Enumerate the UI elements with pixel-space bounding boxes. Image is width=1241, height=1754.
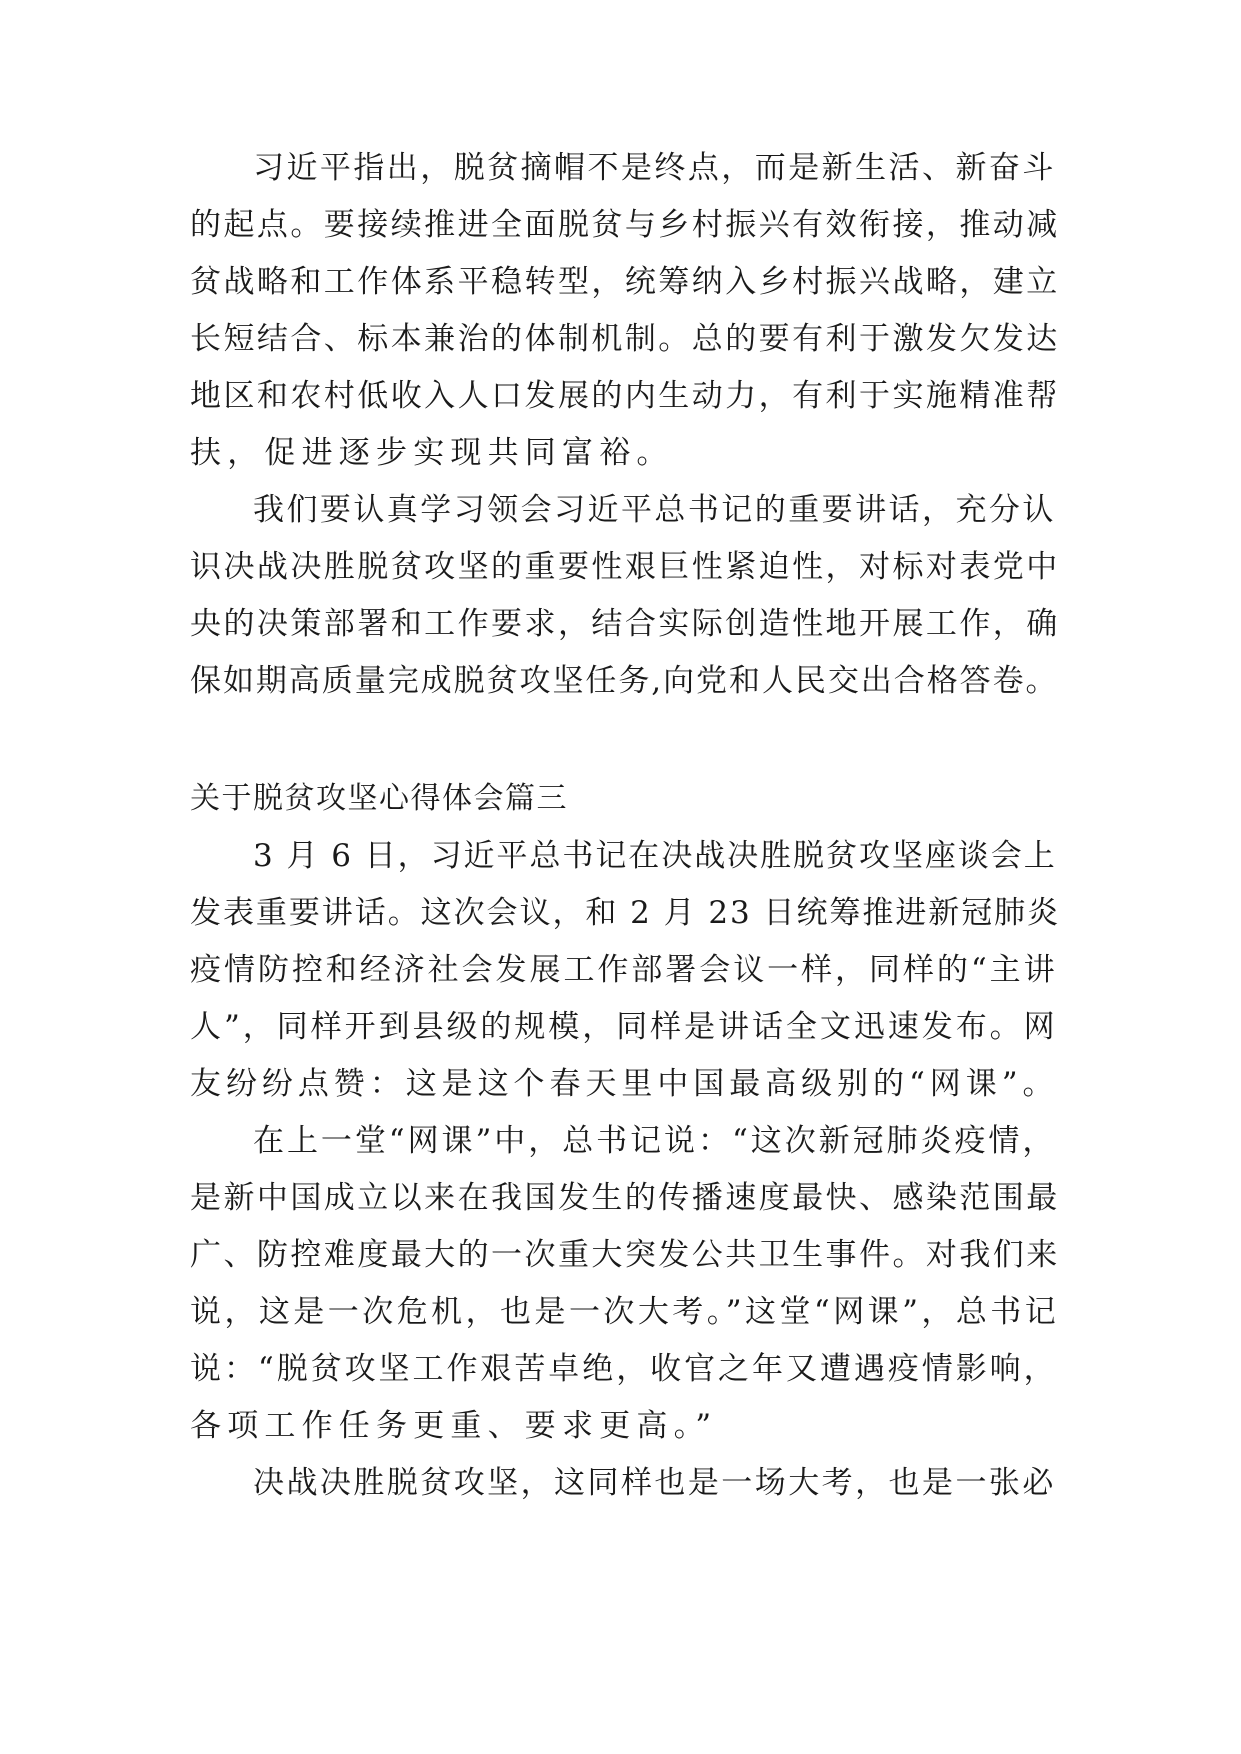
paragraph-line: 地区和农村低收入人口发展的内生动力，有利于实施精准帮: [190, 378, 1060, 414]
paragraph-line: 3 月 6 日，习近平总书记在决战决胜脱贫攻坚座谈会上: [253, 838, 1057, 874]
paragraph-line: 我们要认真学习领会习近平总书记的重要讲话，充分认: [253, 492, 1056, 528]
paragraph-line: 各项工作任务更重、要求更高。”: [190, 1408, 718, 1444]
paragraph-line: 贫战略和工作体系平稳转型，统筹纳入乡村振兴战略，建立: [190, 264, 1060, 300]
paragraph-line: 是新中国成立以来在我国发生的传播速度最快、感染范围最: [190, 1180, 1060, 1216]
paragraph-line: 疫情防控和经济社会发展工作部署会议一样，同样的“主讲: [190, 952, 1058, 988]
paragraph-line: 央的决策部署和工作要求，结合实际创造性地开展工作，确: [190, 606, 1060, 642]
paragraph-line: 友纷纷点赞：这是这个春天里中国最高级别的“网课”。: [190, 1066, 1059, 1102]
paragraph-line: 在上一堂“网课”中，总书记说：“这次新冠肺炎疫情，: [253, 1123, 1057, 1159]
paragraph-line: 广、防控难度最大的一次重大突发公共卫生事件。对我们来: [190, 1237, 1060, 1273]
paragraph-line: 发表重要讲话。这次会议，和 2 月 23 日统筹推进新冠肺炎: [190, 895, 1061, 931]
paragraph-line: 人”，同样开到县级的规模，同样是讲话全文迅速发布。网: [190, 1009, 1058, 1045]
section-heading: 关于脱贫攻坚心得体会篇三: [190, 781, 568, 816]
paragraph-line: 决战决胜脱贫攻坚，这同样也是一场大考，也是一张必: [253, 1465, 1056, 1501]
paragraph-line: 习近平指出，脱贫摘帽不是终点，而是新生活、新奋斗: [253, 150, 1056, 186]
paragraph-line: 长短结合、标本兼治的体制机制。总的要有利于激发欠发达: [190, 321, 1060, 357]
paragraph-line: 的起点。要接续推进全面脱贫与乡村振兴有效衔接，推动减: [190, 207, 1060, 243]
paragraph-line: 说：“脱贫攻坚工作艰苦卓绝，收官之年又遭遇疫情影响，: [190, 1351, 1058, 1387]
paragraph-line: 说，这是一次危机，也是一次大考。”这堂“网课”，总书记: [190, 1294, 1060, 1330]
paragraph-line: 保如期高质量完成脱贫攻坚任务,向党和人民交出合格答卷。: [190, 663, 1059, 699]
paragraph-line: 识决战决胜脱贫攻坚的重要性艰巨性紧迫性，对标对表党中: [190, 549, 1060, 585]
paragraph-line: 扶，促进逐步实现共同富裕。: [190, 435, 674, 471]
